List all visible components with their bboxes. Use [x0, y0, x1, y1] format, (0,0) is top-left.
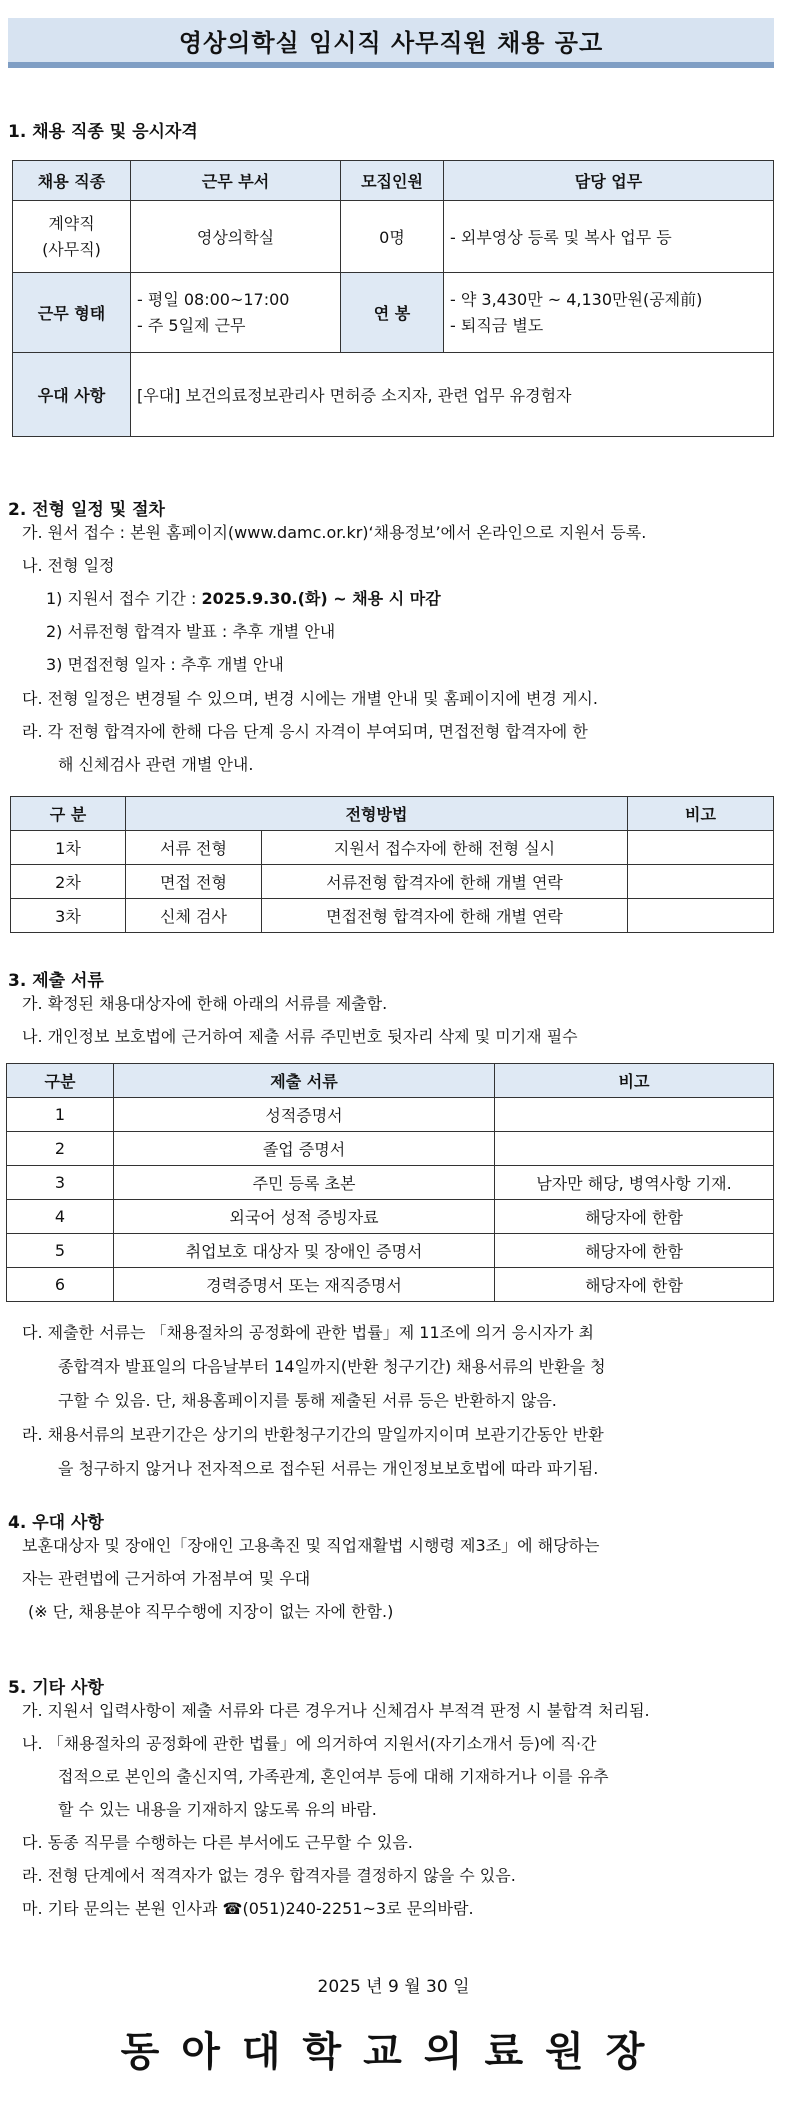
s3-ra2: 을 청구하지 않거나 전자적으로 접수된 서류는 개인정보보호법에 따라 파기됨.: [58, 1459, 599, 1478]
header-count: 모집인원: [341, 161, 444, 201]
s5-na2: 접적으로 본인의 출신지역, 가족관계, 혼인여부 등에 대해 기재하거나 이를 유추: [58, 1767, 609, 1786]
doc-note-cell: [495, 1098, 774, 1132]
method-cell: 서류 전형: [126, 831, 262, 865]
job-type-cell: [13, 201, 131, 273]
s3-da2: 종합격자 발표일의 다음날부터 14일까지(반환 청구기간) 채용서류의 반환을 청: [58, 1357, 606, 1376]
no-cell: 5: [7, 1234, 114, 1268]
stage-table: [10, 796, 774, 933]
s5-ga: 가. 지원서 입력사항이 제출 서류와 다른 경우거나 신체검사 부적격 판정 시 불합격 처리됨.: [22, 1701, 650, 1720]
no-cell: 6: [7, 1268, 114, 1302]
s5-na1: 나. 「채용절차의 공정화에 관한 법률」에 의거하여 지원서(자기소개서 등)에 직·간: [22, 1734, 597, 1753]
doc-cell: 주민 등록 초본: [114, 1166, 495, 1200]
note-cell: [628, 865, 774, 899]
s3-ra1: 라. 채용서류의 보관기간은 상기의 반환청구기간의 말일까지이며 보관기간동안 반환: [22, 1425, 604, 1444]
method-cell: 면접 전형: [126, 865, 262, 899]
s5-ma: 마. 기타 문의는 본원 인사과 ☎(051)240-2251~3로 문의바람.: [22, 1899, 474, 1918]
section5-heading: 5. 기타 사항: [8, 1678, 104, 1698]
s3-na: 나. 개인정보 보호법에 근거하여 제출 서류 주민번호 뒷자리 삭제 및 미기재 필수: [22, 1027, 578, 1046]
dept-cell: 영상의학실: [131, 201, 341, 273]
header-job-type: 채용 직종: [13, 161, 131, 201]
doc-note-cell: [495, 1132, 774, 1166]
table-row: [7, 1234, 774, 1268]
header-method: 전형방법: [126, 797, 628, 831]
job-table: [12, 160, 774, 437]
s2-ra1: 라. 각 전형 합격자에 한해 다음 단계 응시 자격이 부여되며, 면접전형 합격자에 한: [22, 722, 588, 741]
no-cell: 1: [7, 1098, 114, 1132]
s3-ga: 가. 확정된 채용대상자에 한해 아래의 서류를 제출함.: [22, 994, 388, 1013]
s4-line2: 자는 관련법에 근거하여 가점부여 및 우대: [22, 1569, 311, 1588]
job-row: [13, 201, 774, 273]
s2-item1-date: 2025.9.30.(화) ~ 채용 시 마감: [201, 589, 441, 608]
s5-da: 다. 동종 직무를 수행하는 다른 부서에도 근무할 수 있음.: [22, 1833, 413, 1852]
doc-note-cell: 해당자에 한함: [495, 1200, 774, 1234]
count-cell: 0명: [341, 201, 444, 273]
method-cell: 신체 검사: [126, 899, 262, 933]
doc-note-cell: 해당자에 한함: [495, 1234, 774, 1268]
s5-ra: 라. 전형 단계에서 적격자가 없는 경우 합격자를 결정하지 않을 수 있음.: [22, 1866, 516, 1885]
section2-heading: 2. 전형 일정 및 절차: [8, 500, 165, 520]
page-title: 영상의학실 임시직 사무직원 채용 공고: [8, 18, 774, 68]
duty-cell: - 외부영상 등록 및 복사 업무 등: [444, 201, 774, 273]
work-row: [13, 273, 774, 353]
s2-item1: [46, 588, 441, 610]
salary-line2: - 퇴직금 별도: [450, 315, 544, 335]
s2-da: 다. 전형 일정은 변경될 수 있으며, 변경 시에는 개별 안내 및 홈페이지에 변경 게시.: [22, 689, 598, 708]
pref-text: [우대] 보건의료정보관리사 면허증 소지자, 관련 업무 유경험자: [131, 353, 774, 437]
s2-item3: 3) 면접전형 일자 : 추후 개별 안내: [46, 655, 284, 674]
section3-heading: 3. 제출 서류: [8, 971, 104, 991]
table-row: [7, 1268, 774, 1302]
section4-heading: 4. 우대 사항: [8, 1513, 104, 1533]
docs-table-header: [7, 1064, 774, 1098]
s2-item1-prefix: 1) 지원서 접수 기간 :: [46, 589, 202, 608]
table-row: [11, 831, 774, 865]
header-no: 구분: [7, 1064, 114, 1098]
s4-line3: (※ 단, 채용분야 직무수행에 지장이 없는 자에 한함.): [28, 1602, 394, 1621]
notice-date: 2025 년 9 월 30 일: [317, 1977, 470, 1997]
desc-cell: 서류전형 합격자에 한해 개별 연락: [262, 865, 628, 899]
note-cell: [628, 899, 774, 933]
stage-cell: 2차: [11, 865, 126, 899]
s4-line1: 보훈대상자 및 장애인「장애인 고용촉진 및 직업재활법 시행령 제3조」에 해당하는: [22, 1536, 600, 1555]
stage-cell: 3차: [11, 899, 126, 933]
desc-cell: 면접전형 합격자에 한해 개별 연락: [262, 899, 628, 933]
s2-na: 나. 전형 일정: [22, 556, 115, 575]
table-row: [7, 1166, 774, 1200]
work-cell: [131, 273, 341, 353]
header-note: 비고: [628, 797, 774, 831]
salary-cell: [444, 273, 774, 353]
job-type-sub: (사무직): [42, 239, 101, 259]
job-table-header: [13, 161, 774, 201]
pref-row: [13, 353, 774, 437]
no-cell: 2: [7, 1132, 114, 1166]
no-cell: 3: [7, 1166, 114, 1200]
table-row: [11, 865, 774, 899]
s5-na3: 할 수 있는 내용을 기재하지 않도록 유의 바람.: [58, 1800, 377, 1819]
doc-note-cell: 남자만 해당, 병역사항 기재.: [495, 1166, 774, 1200]
s3-da1: 다. 제출한 서류는 「채용절차의 공정화에 관한 법률」제 11조에 의거 응시자가 최: [22, 1323, 594, 1342]
s2-ra2: 해 신체검사 관련 개별 안내.: [58, 755, 254, 774]
header-doc-note: 비고: [495, 1064, 774, 1098]
s3-da3: 구할 수 있음. 단, 채용홈페이지를 통해 제출된 서류 등은 반환하지 않음.: [58, 1391, 557, 1410]
header-stage: 구 분: [11, 797, 126, 831]
doc-cell: 외국어 성적 증빙자료: [114, 1200, 495, 1234]
pref-label: 우대 사항: [13, 353, 131, 437]
header-dept: 근무 부서: [131, 161, 341, 201]
header-duty: 담당 업무: [444, 161, 774, 201]
table-row: [11, 899, 774, 933]
doc-cell: 성적증명서: [114, 1098, 495, 1132]
s2-ga: 가. 원서 접수 : 본원 홈페이지(www.damc.or.kr)‘채용정보’에서 온라인으로 지원서 등록.: [22, 523, 647, 542]
stage-table-header: [11, 797, 774, 831]
desc-cell: 지원서 접수자에 한해 전형 실시: [262, 831, 628, 865]
docs-table: [6, 1063, 774, 1302]
work-label: 근무 형태: [13, 273, 131, 353]
stage-cell: 1차: [11, 831, 126, 865]
table-row: [7, 1200, 774, 1234]
doc-cell: 경력증명서 또는 재직증명서: [114, 1268, 495, 1302]
section1-heading: 1. 채용 직종 및 응시자격: [8, 122, 198, 142]
doc-note-cell: 해당자에 한함: [495, 1268, 774, 1302]
work-line1: - 평일 08:00~17:00: [137, 289, 290, 309]
table-row: [7, 1098, 774, 1132]
issuer-org: 동아대학교의료원장: [120, 2028, 667, 2075]
salary-label: 연 봉: [341, 273, 444, 353]
work-line2: - 주 5일제 근무: [137, 315, 246, 335]
header-doc: 제출 서류: [114, 1064, 495, 1098]
note-cell: [628, 831, 774, 865]
doc-cell: 취업보호 대상자 및 장애인 증명서: [114, 1234, 495, 1268]
table-row: [7, 1132, 774, 1166]
salary-line1: - 약 3,430만 ~ 4,130만원(공제前): [450, 289, 703, 309]
no-cell: 4: [7, 1200, 114, 1234]
job-type: 계약직: [48, 213, 95, 233]
doc-cell: 졸업 증명서: [114, 1132, 495, 1166]
s2-item2: 2) 서류전형 합격자 발표 : 추후 개별 안내: [46, 622, 336, 641]
